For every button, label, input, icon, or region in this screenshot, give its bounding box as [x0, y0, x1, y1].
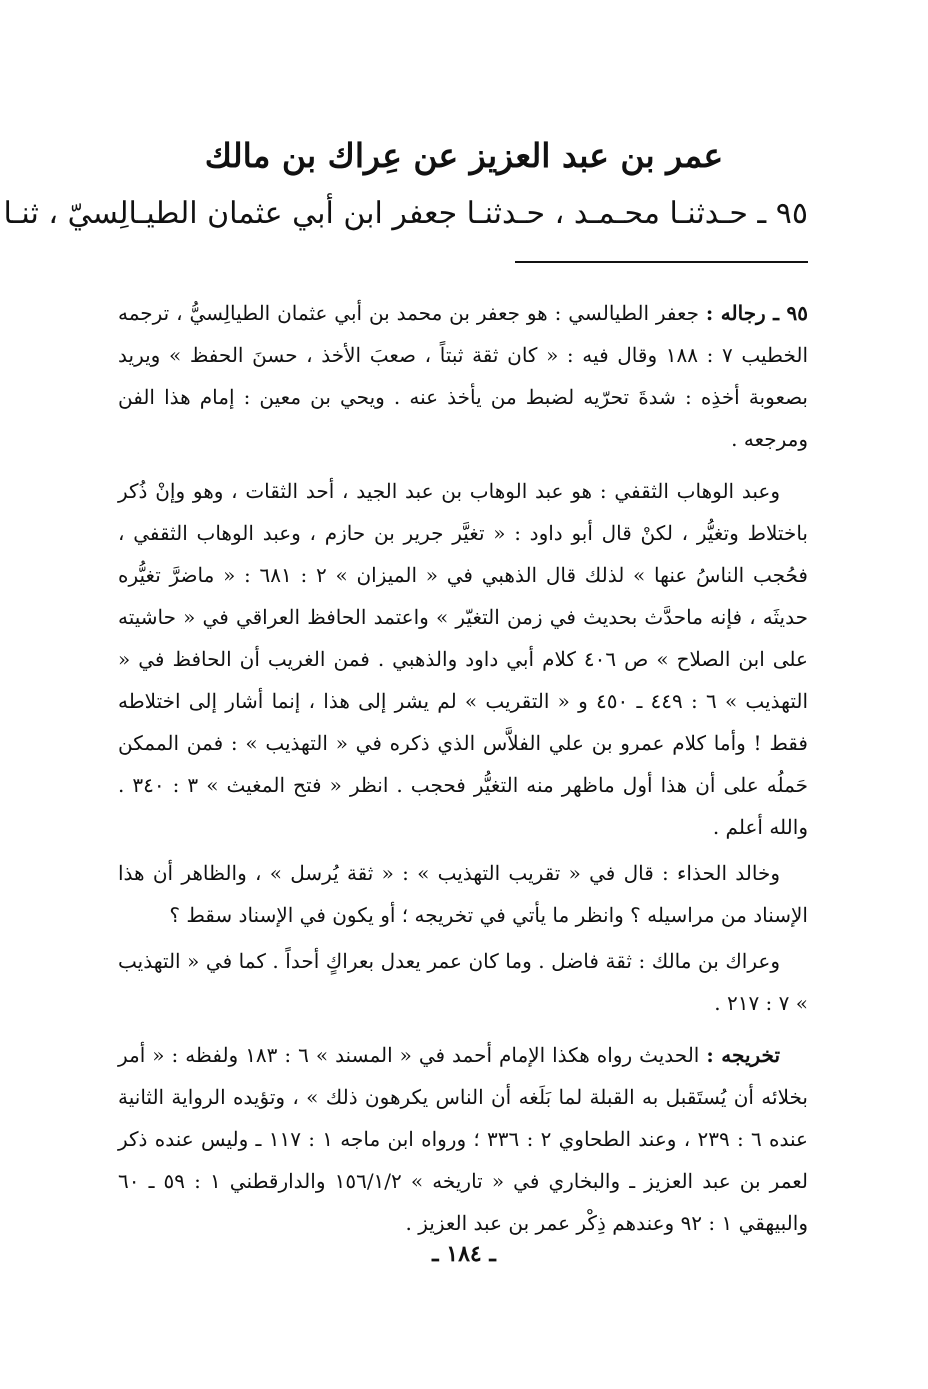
footnote-takhrij — [118, 1034, 808, 1244]
chapter-title: عمر بن عبد العزيز عن عِراك بن مالك — [204, 136, 724, 175]
rijal-text: جعفر الطيالسي : هو جعفر بن محمد بن أبي عثمان الطيالِسيُّ ، ترجمه الخطيب ٧ : ١٨٨ وقال فيه : « كان ثقة ثبتاً ، صعبَ الأخذ ، حسنَ الحفظ » ويريد بصعوبة أخذِه : شدةَ تحرّيه لضبط من يأخذ عنه . ويحي بن معين : إمام هذا الفن ومرجعه . — [118, 301, 809, 451]
footnote-thaqafi: وعبد الوهاب الثقفي : هو عبد الوهاب بن عبد الجيد ، أحد الثقات ، وهو وإنْ ذُكر باختلاط وتغيُّر ، لكنْ قال أبو داود : « تغيَّر جرير بن حازم ، وعبد الوهاب الثقفي ، فحُجب الناسُ عنها » لذلك قال الذهبي في « الميزان » ٢ : ٦٨١ : « ماضرَّ تغيُّره حديثَه ، فإنه ماحدَّث بحديث في زمن التغيّر » واعتمد الحافظ العراقي في « حاشيته على ابن الصلاح » ص ٤٠٦ كلام أبي داود والذهبي . فمن الغريب أن الحافظ في « التهذيب » ٦ : ٤٤٩ ـ ٤٥٠ و « التقريب » لم يشر إلى هذا ، إنما أشار إلى اختلاطه فقط ! وأما كلام عمرو بن علي الفلاَّس الذي ذكره في « التهذيب » : فمن الممكن حَملُه على أن هذا أول ماظهر منه التغيُّر فحجب . انظر « فتح المغيث » ٣ : ٣٤٠ . والله أعلم . — [118, 479, 809, 839]
takhrij-text: الحديث رواه هكذا الإمام أحمد في « المسند » ٦ : ١٨٣ ولفظه : « أمر بخلائه أن يُستَقبل به القبلة لما بَلَغه أن الناس يكرهون ذلك » ، وتؤيده الرواية الثانية عنده ٦ : ٢٣٩ ، وعند الطحاوي ٢ : ٣٣٦ ؛ ورواه ابن ماجه ١ : ١١٧ ـ وليس عنده ذكر لعمر بن عبد العزيز ـ والبخاري في « تاريخه » ١٥٦/١/٢ والدارقطني ١ : ٥٩ ـ ٦٠ والبيهقي ١ : ٩٢ وعندهم ذِكْر عمر بن عبد العزيز . — [118, 1043, 808, 1235]
footnote-divider — [515, 261, 808, 263]
footnotes — [118, 292, 808, 1244]
hadith-text: ٩٥ ـ حـدثنـا محـمـد ، حـدثنـا جعفر ابن أبي عثمان الطيـالِسيّ ، ثنـا — [3, 196, 808, 231]
footnote-khalid: وخالد الحذاء : قال في « تقريب التهذيب » : « ثقة يُرسل » ، والظاهر أن هذا الإسناد من مراسيله ؟ وانظر ما يأتي في تخريجه ؛ أو يكون في الإسناد سقط ؟ — [118, 861, 808, 927]
page-number: ـ ١٨٤ ـ — [432, 1241, 496, 1267]
footnote-irak: وعراك بن مالك : ثقة فاضل . وما كان عمر يعدل بعراكٍ أحداً . كما في « التهذيب » ٧ : ٢١٧ . — [118, 949, 808, 1015]
takhrij-label: تخريجه : — [706, 1043, 781, 1067]
footnote-rijal — [118, 292, 808, 460]
rijal-label: ٩٥ ـ رجاله : — [705, 301, 809, 325]
